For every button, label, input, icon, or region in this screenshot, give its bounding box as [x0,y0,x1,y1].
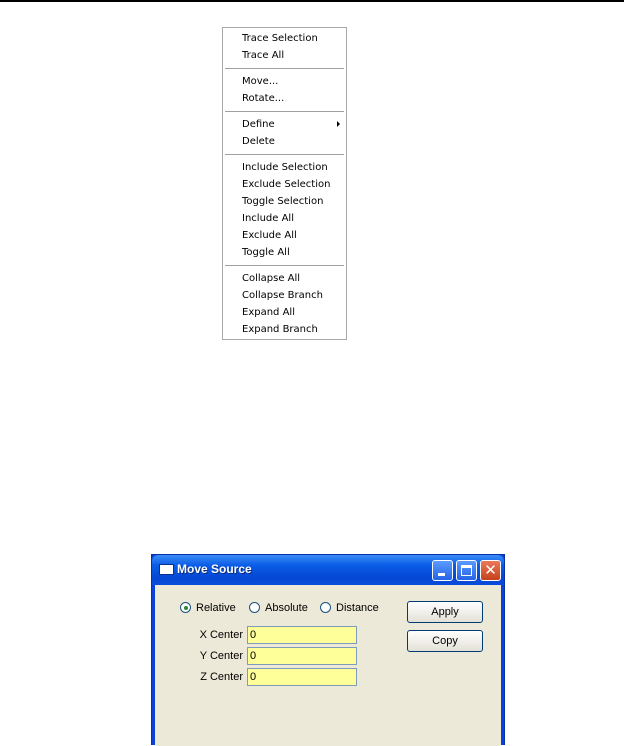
menu-item-define-label: Define [242,119,275,130]
menu-item-include-selection[interactable]: Include Selection [242,162,328,173]
radio-circle [249,602,260,613]
menu-item-expand-branch[interactable]: Expand Branch [242,324,318,335]
radio-circle [320,602,331,613]
menu-item-expand-all[interactable]: Expand All [242,307,295,318]
menu-item-define[interactable] [223,116,346,133]
menu-item-exclude-selection[interactable]: Exclude Selection [242,179,331,190]
minimize-icon [438,573,445,576]
menu-item-rotate[interactable]: Rotate... [242,93,285,104]
radio-label: Absolute [265,602,308,614]
copy-button[interactable]: Copy [407,630,483,652]
menu-item-exclude-all[interactable]: Exclude All [242,230,297,241]
y-center-field[interactable] [247,647,357,665]
window-icon [159,564,174,575]
menu-item-trace-selection[interactable]: Trace Selection [242,33,318,44]
apply-button[interactable]: Apply [407,601,483,623]
radio-label: Distance [336,602,379,614]
menu-item-collapse-branch[interactable]: Collapse Branch [242,290,323,301]
menu-item-toggle-selection[interactable]: Toggle Selection [242,196,324,207]
menu-item-include-all[interactable]: Include All [242,213,294,224]
close-button[interactable] [480,560,501,581]
z-center-label: Z Center [200,671,243,683]
menu-item-trace-all[interactable]: Trace All [242,50,285,61]
x-center-field[interactable] [247,626,357,644]
menu-item-collapse-all[interactable]: Collapse All [242,273,301,284]
move-source-dialog [151,554,505,745]
menu-separator [225,111,344,112]
top-border-line [0,0,624,2]
submenu-arrow-icon [337,121,340,127]
minimize-button[interactable] [432,560,453,581]
menu-separator [225,265,344,266]
menu-separator [225,154,344,155]
z-center-field[interactable] [247,668,357,686]
menu-item-delete[interactable]: Delete [242,136,275,147]
menu-item-toggle-all[interactable]: Toggle All [242,247,290,258]
x-center-label: X Center [199,629,243,641]
menu-item-move[interactable]: Move... [242,76,279,87]
radio-circle [180,602,191,613]
y-center-label: Y Center [199,650,243,662]
maximize-icon [461,565,472,576]
radio-selected-dot [184,606,188,610]
radio-label: Relative [196,602,236,614]
window-title: Move Source [177,562,252,576]
dialog-client-area [155,585,501,746]
menu-separator [225,68,344,69]
title-bar[interactable] [152,555,504,585]
maximize-button[interactable] [456,560,477,581]
close-icon: ✕ [484,561,497,579]
context-menu [222,27,347,340]
